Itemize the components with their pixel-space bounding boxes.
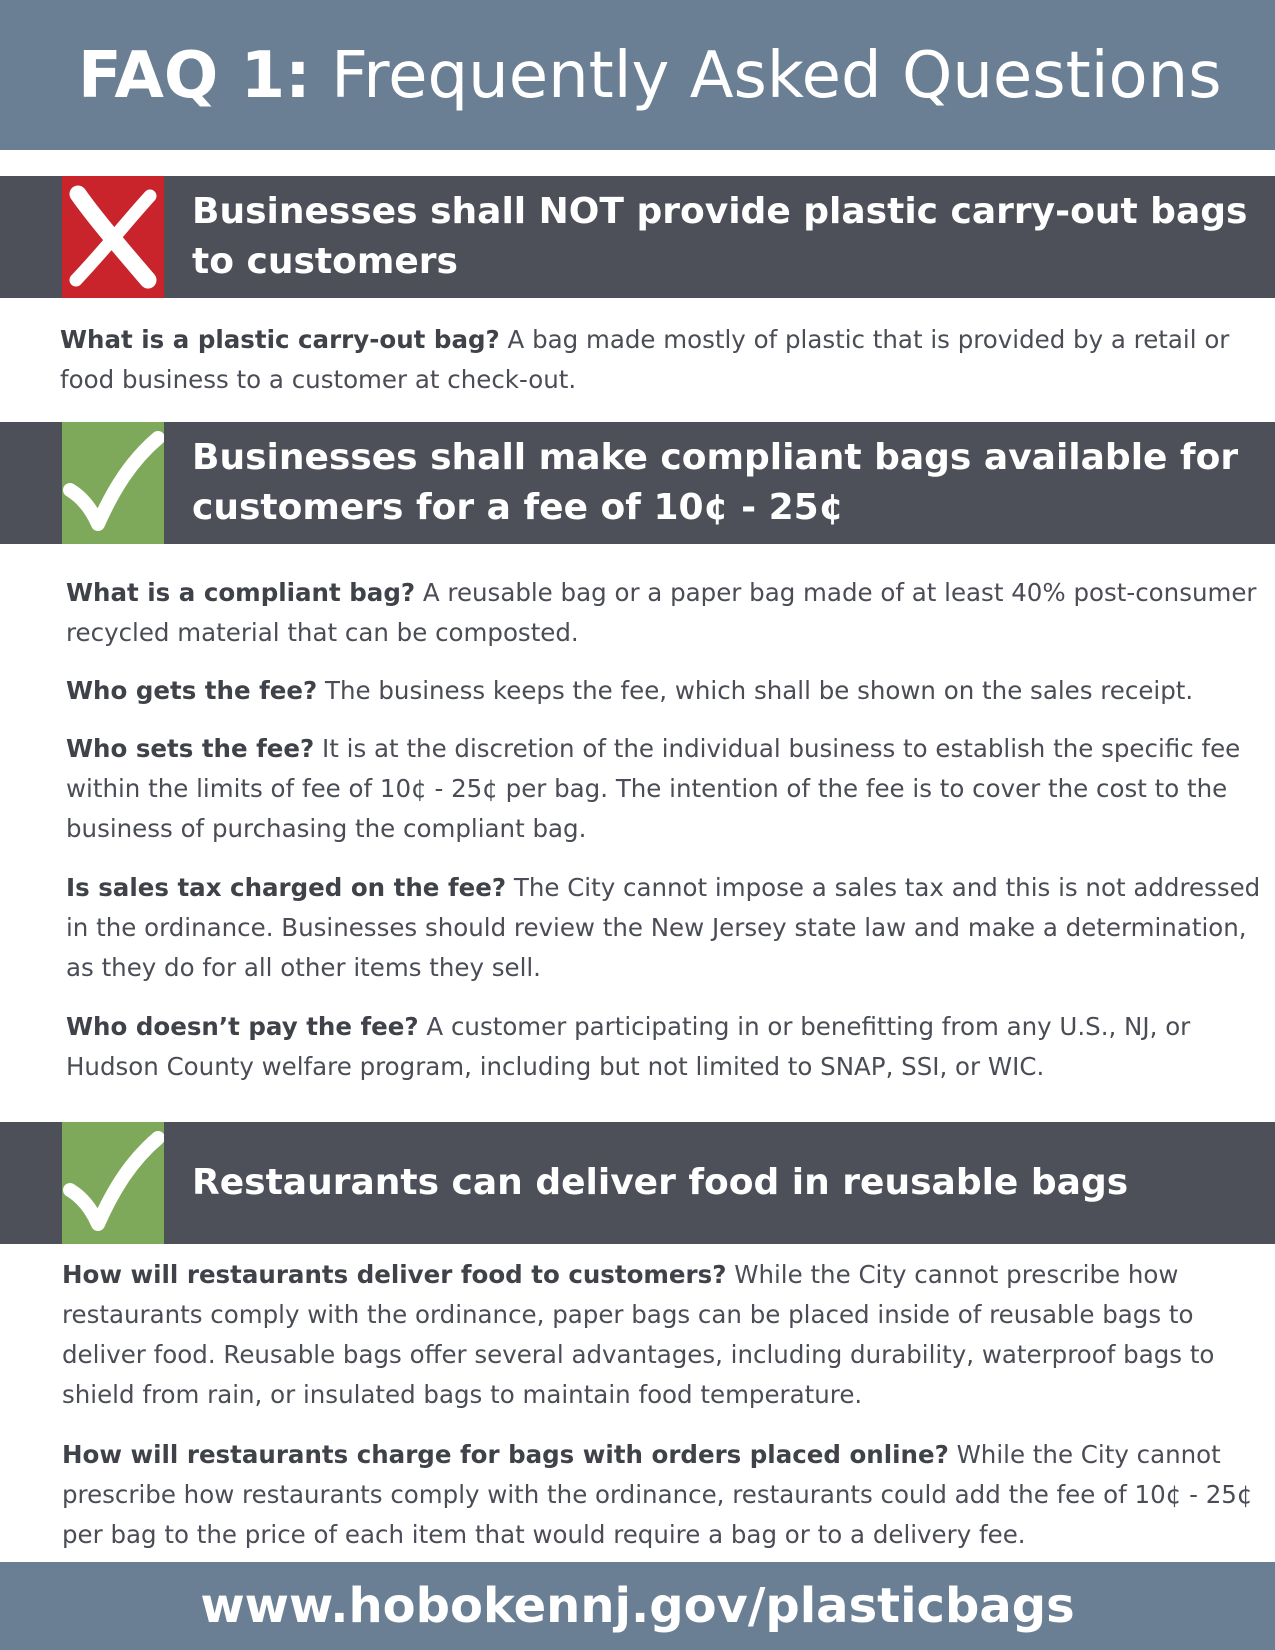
faq-question: Is sales tax charged on the fee? bbox=[66, 873, 507, 902]
page-title-rest: Frequently Asked Questions bbox=[310, 39, 1222, 113]
page-title bbox=[78, 36, 1222, 116]
section-1-heading: Businesses shall NOT provide plastic carry-out bags to customers bbox=[192, 191, 1248, 282]
faq-answer: A bag made mostly of plastic that is provided by a retail or food business to a customer at check-out. bbox=[60, 325, 1230, 394]
section-2-heading: Businesses shall make compliant bags available for customers for a fee of 10¢ - 25¢ bbox=[192, 437, 1239, 528]
header-bar bbox=[0, 0, 1275, 150]
faq-item bbox=[66, 868, 1266, 988]
footer-bar bbox=[0, 1562, 1275, 1650]
x-mark-icon bbox=[62, 176, 164, 298]
faq-answer: While the City cannot prescribe how restaurants comply with the ordinance, restaurants could add the fee of 10¢ - 25¢ per bag to the price of each item that would require a bag or to a delivery fee. bbox=[62, 1440, 1253, 1549]
faq-question: Who sets the fee? bbox=[66, 734, 315, 763]
faq-item bbox=[66, 573, 1266, 653]
faq-item bbox=[66, 729, 1266, 849]
footer-url-link[interactable]: www.hobokennj.gov/plasticbags bbox=[200, 1578, 1075, 1634]
section-2-banner bbox=[0, 422, 1275, 544]
faq-question: What is a plastic carry-out bag? bbox=[60, 325, 500, 354]
faq-question: How will restaurants charge for bags with orders placed online? bbox=[62, 1440, 949, 1469]
section-3-heading: Restaurants can deliver food in reusable bags bbox=[192, 1162, 1129, 1203]
faq-item bbox=[66, 1007, 1266, 1087]
faq-answer: The City cannot impose a sales tax and this is not addressed in the ordinance. Businesses should review the New Jersey state law and make a determination, as they do for all other items they sell. bbox=[66, 873, 1261, 982]
faq-answer: A reusable bag or a paper bag made of at least 40% post-consumer recycled material that can be composted. bbox=[66, 578, 1257, 647]
page-title-bold: FAQ 1: bbox=[78, 39, 311, 113]
section-1-banner bbox=[0, 176, 1275, 298]
section-3-banner bbox=[0, 1122, 1275, 1244]
faq-question: How will restaurants deliver food to customers? bbox=[62, 1260, 727, 1289]
checkmark-icon bbox=[62, 422, 164, 544]
checkmark-icon bbox=[62, 1122, 164, 1244]
faq-question: What is a compliant bag? bbox=[66, 578, 416, 607]
faq-answer: It is at the discretion of the individual business to establish the specific fee within the limits of fee of 10¢ - 25¢ per bag. The intention of the fee is to cover the cost to the business of purchasing the compliant bag. bbox=[66, 734, 1241, 843]
faq-item bbox=[60, 320, 1260, 400]
faq-answer: While the City cannot prescribe how restaurants comply with the ordinance, paper bags can be placed inside of reusable bags to deliver food. Reusable bags offer several advantages, including durability, waterproof bags to shield from rain, or insulated bags to maintain food temperature. bbox=[62, 1260, 1215, 1409]
faq-item bbox=[62, 1255, 1262, 1415]
faq-item bbox=[66, 671, 1266, 711]
faq-question: Who doesn’t pay the fee? bbox=[66, 1012, 419, 1041]
faq-item bbox=[62, 1435, 1262, 1555]
faq-answer: A customer participating in or benefitting from any U.S., NJ, or Hudson County welfare program, including but not limited to SNAP, SSI, or WIC. bbox=[66, 1012, 1191, 1081]
faq-answer: The business keeps the fee, which shall be shown on the sales receipt. bbox=[317, 676, 1194, 705]
faq-question: Who gets the fee? bbox=[66, 676, 318, 705]
